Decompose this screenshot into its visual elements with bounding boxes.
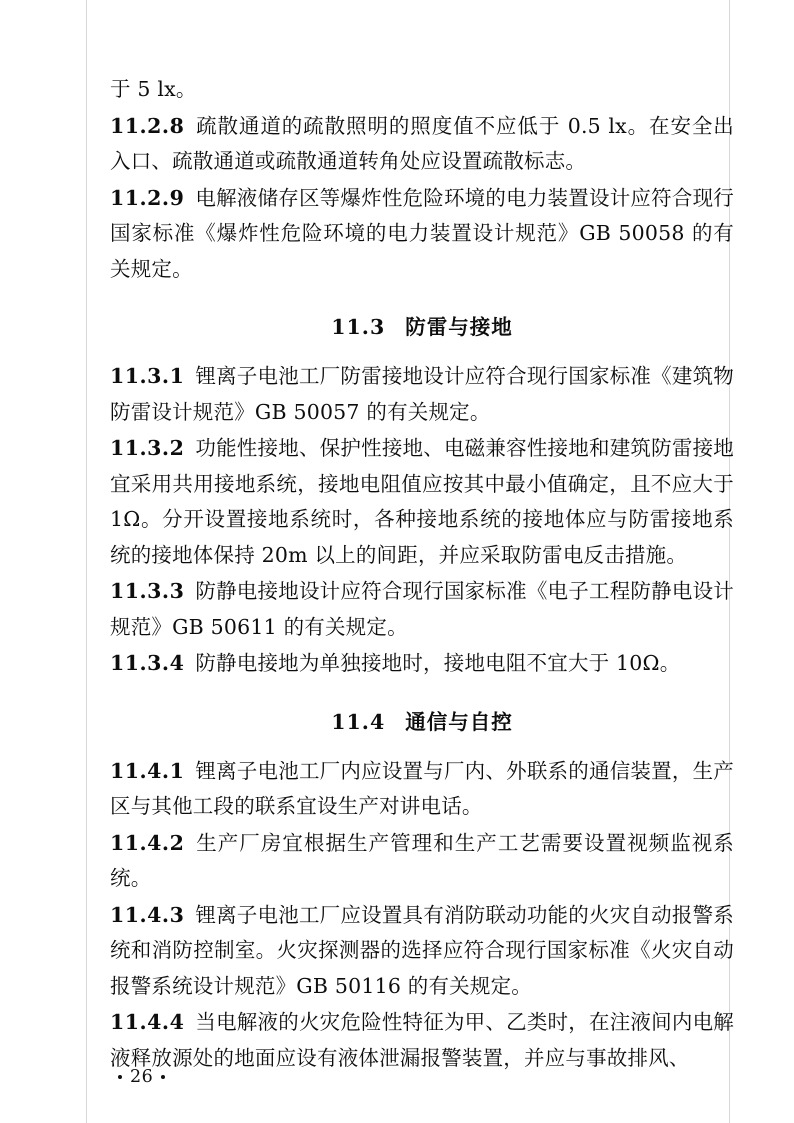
section-heading-11-3 — [110, 310, 734, 340]
page-number: 26 — [130, 1067, 154, 1087]
paragraph-text: 生产厂房宜根据生产管理和生产工艺需要设置视频监视系统。 — [110, 830, 734, 890]
paragraph-text: 锂离子电池工厂防雷接地设计应符合现行国家标准《建筑物防雷设计规范》GB 50057 的有关规定。 — [110, 364, 734, 424]
section-heading-11-4 — [110, 705, 734, 735]
footer-dot-right-icon — [161, 1075, 165, 1079]
paragraph-text: 防静电接地为单独接地时，接地电阻不宜大于 10Ω。 — [195, 651, 681, 675]
paragraph-text: 防静电接地设计应符合现行国家标准《电子工程防静电设计规范》GB 50611 的有关规定。 — [110, 579, 734, 639]
section-number: 11.3 — [331, 315, 386, 339]
clause-11-3-1 — [110, 359, 734, 430]
footer-dot-left-icon — [118, 1075, 122, 1079]
paragraph-text: 电解液储存区等爆炸性危险环境的电力装置设计应符合现行国家标准《爆炸性危险环境的电力装置设计规范》GB 50058 的有关规定。 — [110, 185, 734, 281]
section-number: 11.4 — [331, 709, 386, 734]
clause-11-4-1 — [110, 754, 734, 825]
paragraph-text: 功能性接地、保护性接地、电磁兼容性接地和建筑防雷接地宜采用共用接地系统，接地电阻值应按其中最小值确定，且不应大于 1Ω。分开设置接地系统时，各种接地系统的接地体应与防雷接地系统的接地体保持 20m 以上的间距，并应采取防雷电反击措施。 — [110, 436, 734, 567]
clause-11-4-4 — [110, 1005, 734, 1076]
clause-number: 11.3.1 — [110, 364, 185, 388]
clause-11-4-3 — [110, 898, 734, 1005]
clause-number: 11.4.3 — [110, 902, 185, 927]
clause-number: 11.2.8 — [110, 113, 185, 138]
clause-number: 11.4.1 — [110, 758, 185, 783]
clause-11-2-9 — [110, 181, 734, 288]
page-content — [110, 72, 734, 1077]
clause-11-4-2 — [110, 826, 734, 897]
page-frame-left-rule — [86, 0, 87, 1123]
section-title: 通信与自控 — [405, 709, 513, 734]
paragraph-continued — [110, 72, 734, 108]
clause-11-3-4 — [110, 646, 734, 682]
clause-11-3-3 — [110, 574, 734, 645]
clause-number: 11.2.9 — [110, 185, 185, 210]
page-footer — [110, 1067, 734, 1087]
clause-number: 11.3.4 — [110, 651, 185, 675]
clause-number: 11.3.2 — [110, 436, 185, 460]
paragraph-text: 于 5 lx。 — [110, 77, 197, 101]
clause-11-3-2 — [110, 431, 734, 573]
paragraph-text: 疏散通道的疏散照明的照度值不应低于 0.5 lx。在安全出入口、疏散通道或疏散通道转角处应设置疏散标志。 — [110, 113, 734, 173]
clause-number: 11.3.3 — [110, 579, 185, 603]
clause-number: 11.4.2 — [110, 830, 185, 855]
paragraph-text: 当电解液的火灾危险性特征为甲、乙类时，在注液间内电解液释放源处的地面应设有液体泄漏报警装置，并应与事故排风、 — [110, 1010, 734, 1070]
paragraph-text: 锂离子电池工厂应设置具有消防联动功能的火灾自动报警系统和消防控制室。火灾探测器的选择应符合现行国家标准《火灾自动报警系统设计规范》GB 50116 的有关规定。 — [110, 902, 734, 998]
paragraph-text: 锂离子电池工厂内应设置与厂内、外联系的通信装置，生产区与其他工段的联系宜设生产对讲电话。 — [110, 758, 734, 818]
section-title: 防雷与接地 — [405, 315, 513, 339]
clause-number: 11.4.4 — [110, 1010, 185, 1034]
clause-11-2-8 — [110, 109, 734, 180]
